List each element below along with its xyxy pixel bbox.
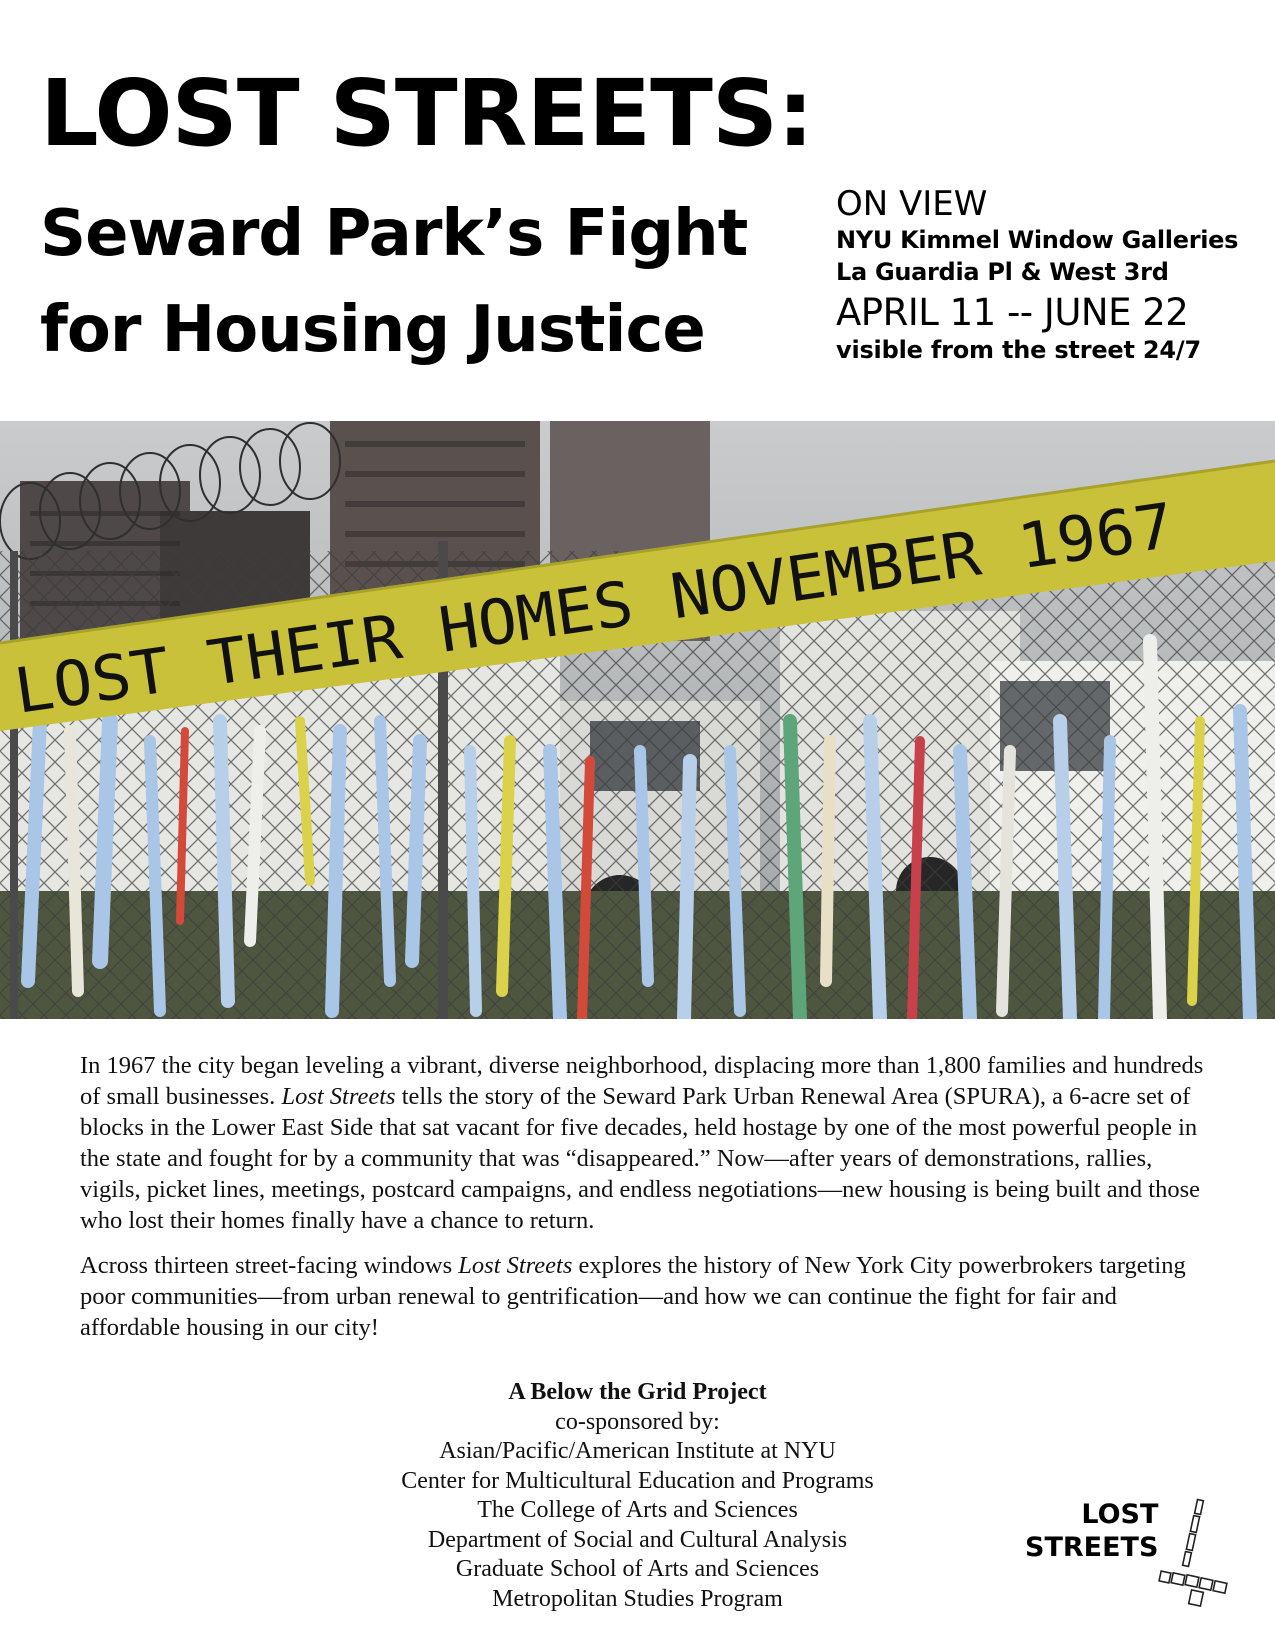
sponsor-item: The College of Arts and Sciences: [477, 1497, 798, 1523]
sponsor-item: Department of Social and Cultural Analysis: [427, 1526, 848, 1553]
page-title: LOST STREETS:: [40, 60, 813, 167]
on-view-label: ON VIEW: [836, 184, 988, 224]
sponsor-item: Center for Multicultural Education and Programs: [401, 1467, 874, 1494]
hero-photo: [0, 421, 1275, 1019]
paragraph-1: In 1967 the city began leveling a vibrant, diverse neighborhood, displacing more than 1,800 families and hundreds of small businesses. Lost Streets tells the story of the Seward Park Urban Renewal Area (SPURA), a 6-acre set of blocks in the Lower East Side that sat vacant for five decades, held hostage by one of the most powerful people in the state and fought for by a community that was “disappeared.” Now—after years of demonstrations, rallies, vigils, picket lines, meetings, postcard campaigns, and endless negotiations—new housing is being built and those who lost their homes finally have a chance to return.: [80, 1052, 1204, 1234]
exhibit-dates: APRIL 11 -- JUNE 22: [836, 291, 1189, 334]
subtitle-line-2: for Housing Justice: [40, 293, 705, 367]
sponsor-credits: [300, 1378, 975, 1614]
logo-wordmark: [1025, 1498, 1158, 1564]
exhibit-title-emphasis: Lost Streets: [458, 1252, 573, 1279]
sponsor-item: Asian/Pacific/American Institute at NYU: [439, 1438, 836, 1464]
logo-line-2: STREETS: [1025, 1532, 1159, 1563]
street-grid-logo-icon: [1158, 1496, 1238, 1616]
logo-line-1: LOST: [1081, 1499, 1159, 1530]
venue-address: La Guardia Pl & West 3rd: [836, 258, 1169, 286]
sponsor-item: Graduate School of Arts and Sciences: [455, 1556, 820, 1582]
project-credit: A Below the Grid Project: [508, 1379, 767, 1405]
visibility-note: visible from the street 24/7: [836, 336, 1201, 364]
subtitle-line-1: Seward Park’s Fight: [40, 197, 748, 271]
banner-text: LOST THEIR HOMES NOVEMBER 1967: [9, 495, 1129, 728]
exhibit-title-emphasis: Lost Streets: [281, 1083, 396, 1110]
paragraph-2: Across thirteen street-facing windows Lost Streets explores the history of New York City powerbrokers targeting poor communities—from urban renewal to gentrification—and how we can continue the fight for fair and affordable housing in our city!: [80, 1252, 1186, 1341]
description: [80, 1050, 1205, 1357]
sponsor-item: Metropolitan Studies Program: [492, 1585, 783, 1612]
on-view-block: [836, 184, 1266, 364]
venue-name: NYU Kimmel Window Galleries: [836, 226, 1239, 254]
page-subtitle: [40, 186, 747, 378]
cosponsor-intro: co-sponsored by:: [555, 1408, 720, 1435]
